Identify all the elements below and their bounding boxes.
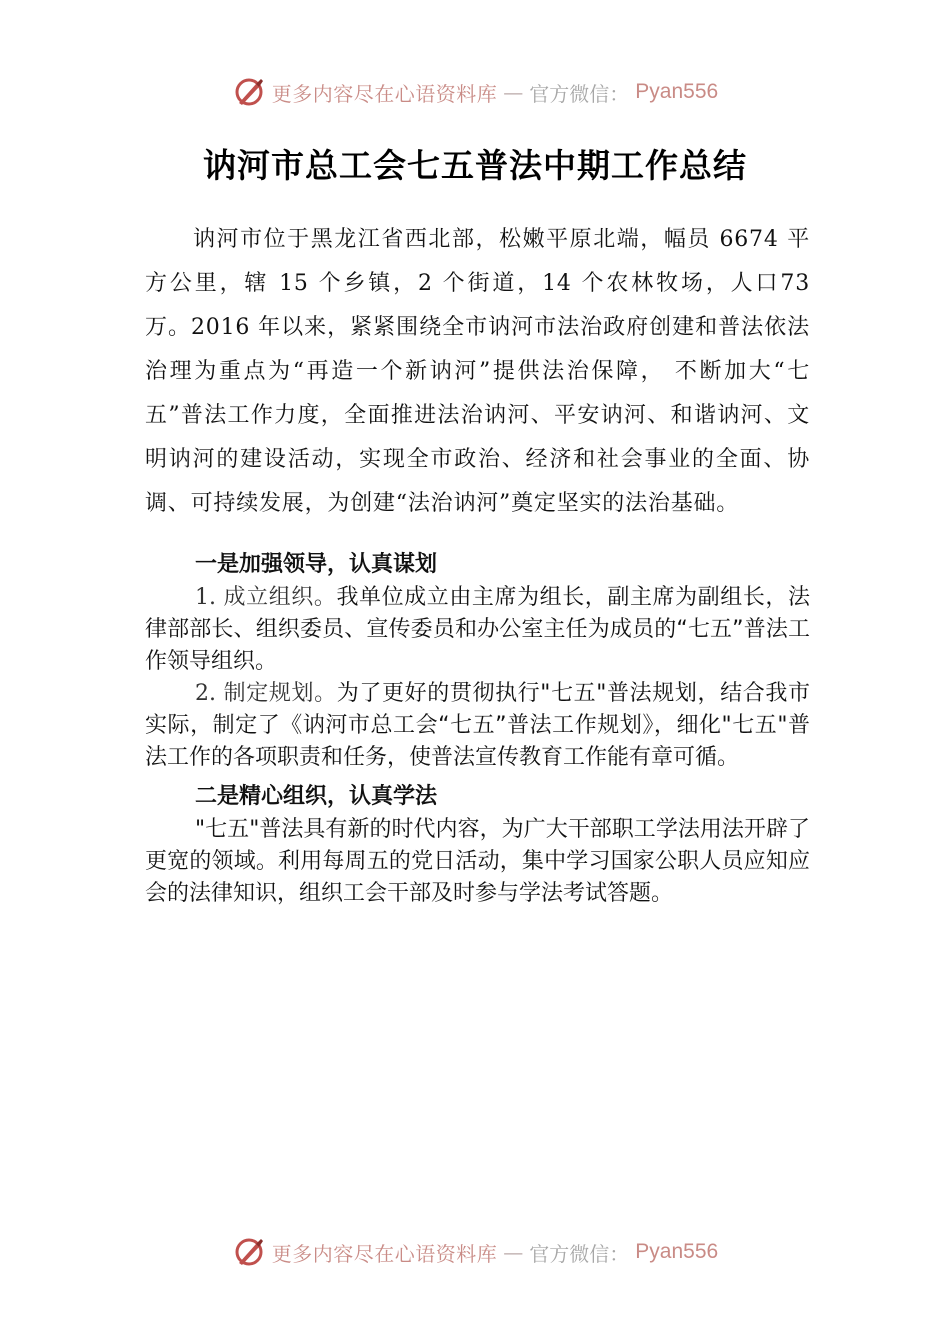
section1-item1 [145,582,810,678]
section2-text: "七五"普法具有新的时代内容，为广大干部职工学法用法开辟了更宽的领域。利用每周五的党日活动，集中学习国家公职人员应知应会的法律知识，组织工会干部及时参与学法考试答题。 [145,817,810,906]
section2-heading: 二是精心组织，认真学法 [195,784,438,809]
document-title: 讷河市总工会七五普法中期工作总结 [203,146,747,185]
pen-nib-logo-icon [232,1235,266,1269]
section1-heading: 一是加强领导，认真谋划 [195,552,438,577]
section1-item2-lead: 2. 制定规划。 [195,681,337,706]
section1-item1-lead: 1. 成立组织。 [195,585,337,610]
watermark-site-text: 更多内容尽在心语资料库 [271,81,498,106]
watermark-wechat-id: Pyan556 [635,80,719,103]
intro-paragraph: 讷河市位于黑龙江省西北部，松嫩平原北端，幅员 6674 平方公里，辖 15 个乡镇，2 个街道，14 个农林牧场，人口73 万。2016 年以来，紧紧围绕全市讷河市法治政府创建和普法依法治理为重点为“再造一个新讷河”提供法治保障， 不断加大“七五”普法工作力度，全面推进法治讷河、平安讷河、和谐讷河、文明讷河的建设活动，实现全市政治、经济和社会事业的全面、协调、可持续发展，为创建“法治讷河”奠定坚实的法治基础。 [145,227,810,516]
watermark-wechat-id: Pyan556 [635,1240,719,1263]
watermark-wechat-label: 官方微信： [529,1241,630,1266]
watermark-separator: — [503,80,524,104]
section1-item1-text: 我单位成立由主席为组长，副主席为副组长，法律部部长、组织委员、宣传委员和办公室主任为成员的“七五”普法工作领导组织。 [145,585,810,674]
header-watermark [0,72,950,112]
document-body [145,218,810,910]
watermark-group [232,75,718,109]
watermark-site-text: 更多内容尽在心语资料库 [271,1241,498,1266]
watermark-group [232,1235,718,1269]
footer-watermark [0,1232,950,1272]
section1-item2 [145,678,810,774]
section1-item2-text: 为了更好的贯彻执行"七五"普法规划，结合我市实际，制定了《讷河市总工会“七五”普法工作规划》，细化"七五"普法工作的各项职责和任务，使普法宣传教育工作能有章可循。 [145,681,810,770]
watermark-wechat-label: 官方微信： [529,81,630,106]
watermark-separator: — [503,1240,524,1264]
pen-nib-logo-icon [232,75,266,109]
